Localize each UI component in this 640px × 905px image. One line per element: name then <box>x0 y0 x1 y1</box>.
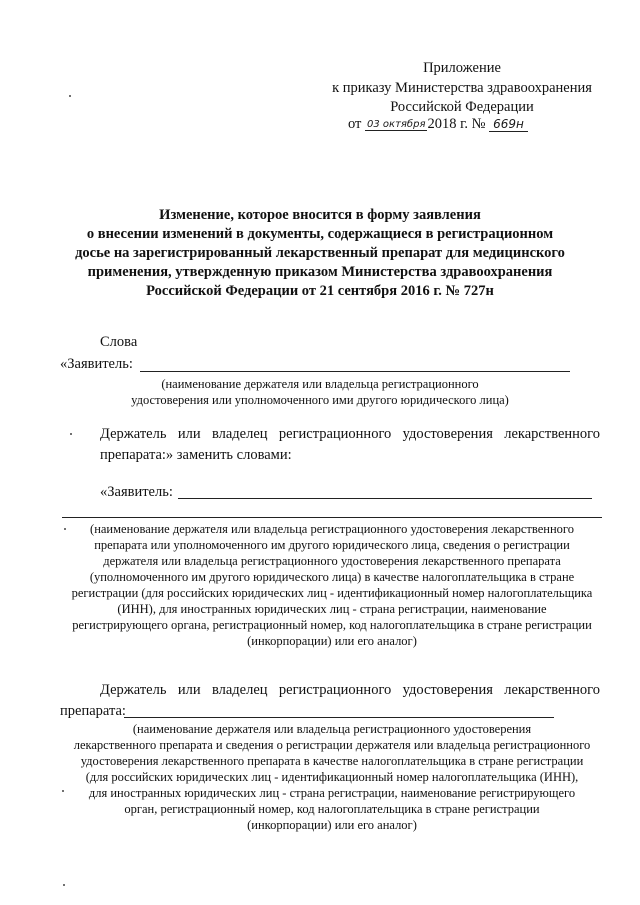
holder-fill-line <box>124 717 554 718</box>
holder-paragraph-new <box>100 682 600 699</box>
holder-line-2: препарата:» заменить словами: <box>100 447 292 463</box>
title-line-2: о внесении изменений в документы, содержащиеся в регистрационном <box>86 226 554 242</box>
note-line: удостоверения или уполномоченного ими другого юридического лица) <box>131 393 509 407</box>
appendix-label: Приложение <box>423 60 501 76</box>
applicant-fill-line-new-2 <box>62 517 602 518</box>
applicant-note-old <box>120 376 520 408</box>
applicant-note-new <box>58 521 606 649</box>
note-line: (наименование держателя или владельца регистрационного <box>161 377 479 391</box>
note-line: регистрирующего органа, регистрационный номер, код налогоплательщика в стране регистрации <box>72 618 592 632</box>
order-date-line <box>348 116 528 133</box>
note-line: лекарственного препарата и сведения о регистрации держателя или владельца регистрационного <box>73 738 591 752</box>
title-line-5: Российской Федерации от 21 сентября 2016 г. № 727н <box>146 283 494 299</box>
title-line-3: досье на зарегистрированный лекарственный препарат для медицинского <box>75 245 565 261</box>
handwritten-number: 669н <box>489 117 528 132</box>
applicant-label-new: «Заявитель: <box>100 484 173 500</box>
handwritten-date: 03 октября <box>367 119 426 130</box>
document-title <box>40 206 600 301</box>
holder-new-line-1: Держатель или владелец регистрационного удостоверения лекарственного <box>100 682 600 698</box>
holder-new-label: препарата: <box>60 703 126 719</box>
holder-paragraph-old <box>100 424 600 466</box>
note-line: (для российских юридических лиц - идентификационный номер налогоплательщика (ИНН), <box>85 770 579 784</box>
applicant-fill-line-old <box>140 371 570 372</box>
note-line: (ИНН), для иностранных юридических лиц - страна регистрации, наименование <box>117 602 547 616</box>
note-line: для иностранных юридических лиц - страна регистрации, наименование регистрирующего <box>88 786 576 800</box>
order-year: 2018 г. № <box>427 116 486 132</box>
applicant-label-old: «Заявитель: <box>60 356 133 372</box>
holder-line-1: Держатель или владелец регистрационного удостоверения лекарственного <box>100 426 600 442</box>
title-line-4: применения, утвержденную приказом Министерства здравоохранения <box>87 264 553 280</box>
note-line: регистрации (для российских юридических лиц - идентификационный номер налогоплательщика <box>71 586 593 600</box>
scan-speck <box>64 528 66 530</box>
note-line: держателя или владельца регистрационного удостоверения лекарственного препарата <box>103 554 561 568</box>
date-prefix: от <box>348 116 362 132</box>
federation-label: Российской Федерации <box>390 99 534 115</box>
note-line: (наименование держателя или владельца регистрационного удостоверения лекарственного <box>90 522 574 536</box>
scan-speck <box>62 790 64 792</box>
note-line: (инкорпорации) или его аналог) <box>247 634 417 648</box>
scan-speck <box>69 95 71 97</box>
note-line: (наименование держателя или владельца регистрационного удостоверения <box>132 722 532 736</box>
scan-speck <box>70 433 72 435</box>
applicant-fill-line-new <box>178 498 592 499</box>
holder-note-new <box>56 721 608 833</box>
note-line: (инкорпорации) или его аналог) <box>247 818 417 832</box>
title-line-1: Изменение, которое вносится в форму заявления <box>159 207 481 223</box>
scan-speck <box>63 884 65 886</box>
note-line: удостоверения лекарственного препарата в качестве налогоплательщика в стране регистрации <box>80 754 584 768</box>
note-line: орган, регистрационный номер, код налогоплательщика в стране регистрации <box>124 802 540 816</box>
note-line: препарата или уполномоченного им другого юридического лица, сведения о регистрации <box>94 538 570 552</box>
order-reference: к приказу Министерства здравоохранения <box>332 80 592 96</box>
note-line: (уполномоченного им другого юридического лица) в качестве налогоплательщика в стране <box>89 570 575 584</box>
words-label: Слова <box>100 334 138 350</box>
